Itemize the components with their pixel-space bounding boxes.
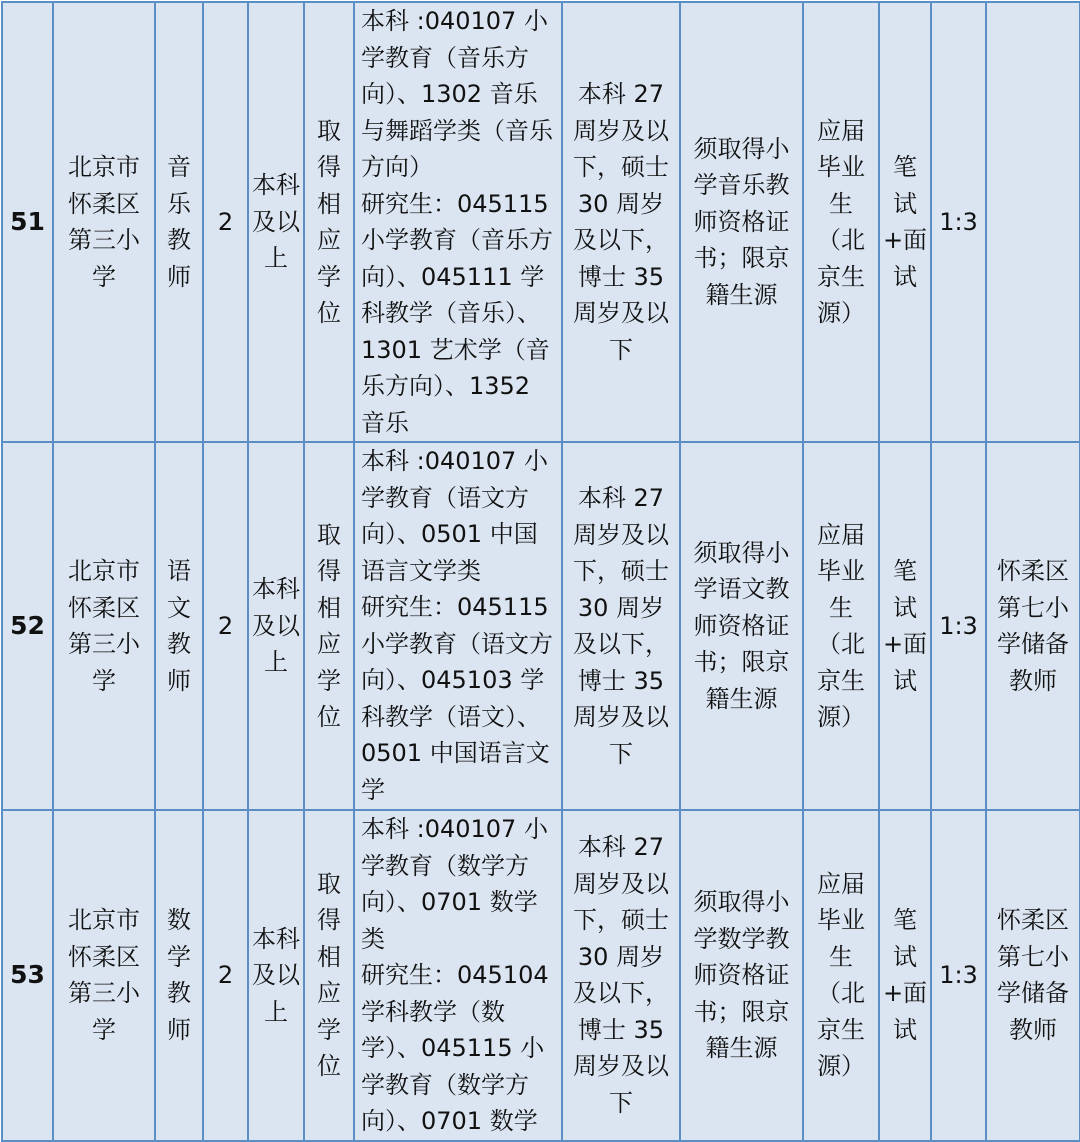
education-cell: 本科及以上 xyxy=(248,810,304,1141)
exam-method-cell: 笔试+面试 xyxy=(879,442,931,810)
remark-cell: 怀柔区第七小学储备教师 xyxy=(986,442,1080,810)
degree-cell: 取得相应学位 xyxy=(304,2,354,442)
age-cell: 本科 27 周岁及以下，硕士 30 周岁及以下，博士 35 周岁及以下 xyxy=(562,442,680,810)
remark-cell: 怀柔区第七小学储备教师 xyxy=(986,810,1080,1141)
table-row xyxy=(2,2,1080,442)
count-cell: 2 xyxy=(203,810,248,1141)
unit-cell: 北京市怀柔区第三小学 xyxy=(53,810,155,1141)
recruitment-table xyxy=(1,1,1080,1142)
education-cell: 本科及以上 xyxy=(248,442,304,810)
degree-cell: 取得相应学位 xyxy=(304,442,354,810)
exam-method-cell: 笔试+面试 xyxy=(879,810,931,1141)
source-cell: 应届毕业生（北京生源） xyxy=(803,810,879,1141)
exam-method-cell: 笔试+面试 xyxy=(879,2,931,442)
unit-cell: 北京市怀柔区第三小学 xyxy=(53,442,155,810)
major-cell: 本科 :040107 小学教育（数学方向）、0701 数学类 研究生：045104 学科教学（数学）、045115 小学教育（数学方向）、0701 数学 xyxy=(354,810,562,1141)
row-number: 52 xyxy=(2,442,53,810)
age-cell: 本科 27 周岁及以下，硕士 30 周岁及以下，博士 35 周岁及以下 xyxy=(562,2,680,442)
major-cell: 本科 :040107 小学教育（音乐方向）、1302 音乐与舞蹈学类（音乐方向） 研究生：045115 小学教育（音乐方向）、045111 学科教学（音乐）、1301 艺术学（音乐方向）、1352 音乐 xyxy=(354,2,562,442)
degree-cell: 取得相应学位 xyxy=(304,810,354,1141)
position-cell: 语文教师 xyxy=(155,442,203,810)
position-cell: 音乐教师 xyxy=(155,2,203,442)
ratio-cell: 1:3 xyxy=(931,810,986,1141)
table-row xyxy=(2,810,1080,1141)
other-requirements-cell: 须取得小学数学教师资格证书；限京籍生源 xyxy=(680,810,803,1141)
position-cell: 数学教师 xyxy=(155,810,203,1141)
source-cell: 应届毕业生（北京生源） xyxy=(803,442,879,810)
age-cell: 本科 27 周岁及以下，硕士 30 周岁及以下，博士 35 周岁及以下 xyxy=(562,810,680,1141)
ratio-cell: 1:3 xyxy=(931,2,986,442)
remark-cell xyxy=(986,2,1080,442)
count-cell: 2 xyxy=(203,442,248,810)
major-cell: 本科 :040107 小学教育（语文方向）、0501 中国语言文学类 研究生：045115 小学教育（语文方向）、045103 学科教学（语文）、0501 中国语言文学 xyxy=(354,442,562,810)
unit-cell: 北京市怀柔区第三小学 xyxy=(53,2,155,442)
education-cell: 本科及以上 xyxy=(248,2,304,442)
other-requirements-cell: 须取得小学语文教师资格证书；限京籍生源 xyxy=(680,442,803,810)
ratio-cell: 1:3 xyxy=(931,442,986,810)
source-cell: 应届毕业生（北京生源） xyxy=(803,2,879,442)
row-number: 51 xyxy=(2,2,53,442)
other-requirements-cell: 须取得小学音乐教师资格证书；限京籍生源 xyxy=(680,2,803,442)
table-row xyxy=(2,442,1080,810)
row-number: 53 xyxy=(2,810,53,1141)
count-cell: 2 xyxy=(203,2,248,442)
